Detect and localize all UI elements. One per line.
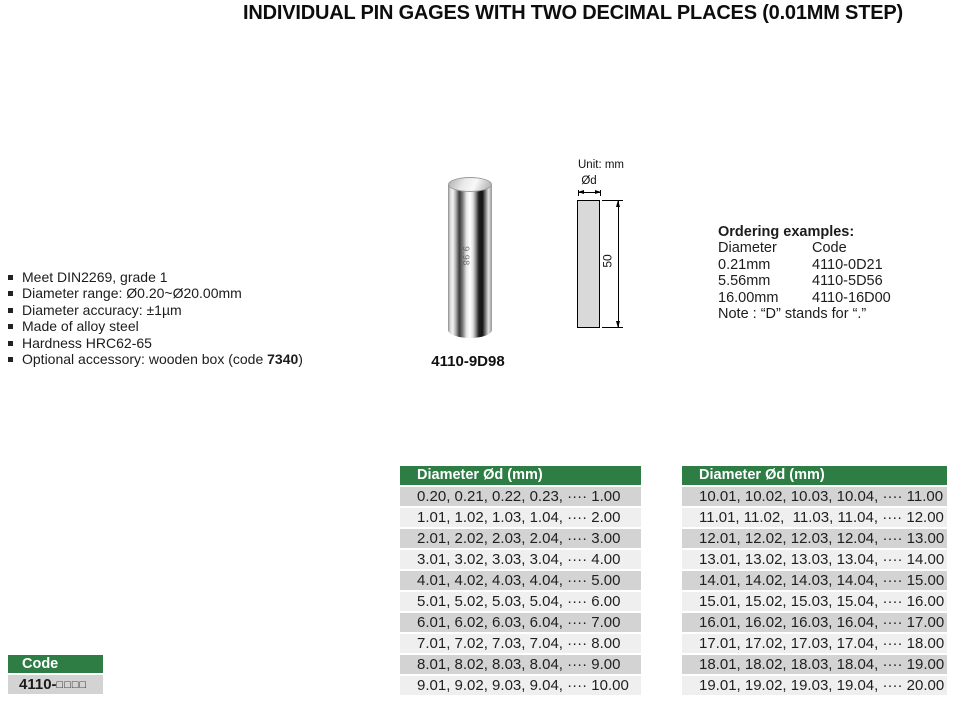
feature-text: Meet DIN2269, grade 1 — [22, 269, 168, 285]
table-row: 3.01, 3.02, 3.03, 3.04, ···· 4.00 — [400, 550, 641, 571]
dim-arrow-icon — [616, 200, 620, 207]
feature-item — [8, 302, 303, 318]
ordering-diameter: 0.21mm — [718, 256, 771, 273]
ordering-row — [718, 257, 891, 273]
feature-item — [8, 335, 303, 351]
dim-arrow-icon — [578, 190, 584, 194]
ordering-col-code: Code — [812, 240, 847, 257]
table-row: 13.01, 13.02, 13.03, 13.04, ···· 14.00 — [682, 550, 947, 571]
pin-body — [448, 185, 492, 338]
feature-item — [8, 351, 303, 367]
feature-optional-suffix: ) — [298, 351, 303, 368]
table-row: 9.01, 9.02, 9.03, 9.04, ···· 10.00 — [400, 676, 641, 697]
ordering-code: 4110-0D21 — [812, 256, 883, 273]
ordering-heading: Ordering examples: — [718, 224, 855, 240]
unit-label: Unit: mm — [578, 159, 624, 171]
pin-marking: 9.98 — [460, 246, 471, 266]
feature-list — [8, 269, 303, 367]
ordering-col-diameter: Diameter — [718, 240, 777, 257]
table-row: 15.01, 15.02, 15.03, 15.04, ···· 16.00 — [682, 592, 947, 613]
bullet-square-icon — [8, 308, 13, 313]
table-row: 11.01, 11.02, 11.03, 11.04, ···· 12.00 — [682, 508, 947, 529]
ordering-note: Note : “D” stands for “.” — [718, 306, 867, 323]
table-row: 0.20, 0.21, 0.22, 0.23, ···· 1.00 — [400, 487, 641, 508]
length-dim-line — [618, 201, 619, 327]
table-row: 7.01, 7.02, 7.03, 7.04, ···· 8.00 — [400, 634, 641, 655]
feature-item — [8, 318, 303, 334]
dim-arrow-icon — [595, 190, 601, 194]
bullet-square-icon — [8, 341, 13, 346]
code-prefix: 4110- — [19, 676, 57, 693]
table-row: 1.01, 1.02, 1.03, 1.04, ···· 2.00 — [400, 508, 641, 529]
dim-arrow-icon — [616, 321, 620, 328]
ordering-diameter: 16.00mm — [718, 289, 779, 306]
table-row: 8.01, 8.02, 8.03, 8.04, ···· 9.00 — [400, 655, 641, 676]
pin-top-face — [448, 177, 492, 192]
feature-item — [8, 269, 303, 285]
pin-gage-photo — [448, 177, 492, 338]
diameter-dim-line — [578, 192, 601, 193]
code-header: Code — [8, 655, 103, 675]
ordering-row — [718, 290, 891, 306]
ordering-diameter: 5.56mm — [718, 273, 771, 290]
length-dim-label: 50 — [600, 254, 615, 268]
page-title: INDIVIDUAL PIN GAGES WITH TWO DECIMAL PLACES (0.01MM STEP) — [243, 2, 903, 24]
table-row: 5.01, 5.02, 5.03, 5.04, ···· 6.00 — [400, 592, 641, 613]
table-row: 18.01, 18.02, 18.03, 18.04, ···· 19.00 — [682, 655, 947, 676]
ordering-code: 4110-5D56 — [812, 273, 883, 290]
table-row: 12.01, 12.02, 12.03, 12.04, ···· 13.00 — [682, 529, 947, 550]
table-row: 4.01, 4.02, 4.03, 4.04, ···· 5.00 — [400, 571, 641, 592]
bullet-square-icon — [8, 275, 13, 280]
feature-text: Made of alloy steel — [22, 318, 139, 335]
feature-text — [22, 351, 303, 367]
bullet-square-icon — [8, 357, 13, 362]
feature-optional-prefix: Optional accessory: wooden box (code — [22, 351, 268, 368]
feature-text: Diameter accuracy: ±1µm — [22, 301, 182, 318]
diameter-table-right — [682, 466, 947, 697]
feature-text: Diameter range: Ø0.20~Ø20.00mm — [22, 285, 242, 302]
accessory-code: 7340 — [267, 351, 299, 368]
table-header: Diameter Ød (mm) — [682, 466, 947, 487]
table-row: 17.01, 17.02, 17.03, 17.04, ···· 18.00 — [682, 634, 947, 655]
bullet-square-icon — [8, 324, 13, 329]
code-block — [8, 655, 103, 694]
bullet-square-icon — [8, 291, 13, 296]
ordering-examples — [718, 224, 891, 322]
pin-outline-rect — [577, 200, 600, 328]
ordering-columns-row — [718, 240, 891, 256]
table-row: 16.01, 16.02, 16.03, 16.04, ···· 17.00 — [682, 613, 947, 634]
table-row: 19.01, 19.02, 19.03, 19.04, ···· 20.00 — [682, 676, 947, 697]
table-row: 6.01, 6.02, 6.03, 6.04, ···· 7.00 — [400, 613, 641, 634]
table-row: 2.01, 2.02, 2.03, 2.04, ···· 3.00 — [400, 529, 641, 550]
code-value — [8, 675, 103, 694]
feature-text: Hardness HRC62-65 — [22, 334, 152, 351]
table-row: 14.01, 14.02, 14.03, 14.04, ···· 15.00 — [682, 571, 947, 592]
code-placeholder-boxes: □□□□ — [56, 679, 88, 691]
diameter-dim-label: Ød — [581, 175, 597, 187]
ordering-row — [718, 273, 891, 289]
diameter-table-left — [400, 466, 641, 697]
table-header: Diameter Ød (mm) — [400, 466, 641, 487]
feature-item — [8, 285, 303, 301]
product-code-label: 4110-9D98 — [431, 353, 505, 370]
ordering-code: 4110-16D00 — [812, 289, 891, 306]
table-row: 10.01, 10.02, 10.03, 10.04, ···· 11.00 — [682, 487, 947, 508]
